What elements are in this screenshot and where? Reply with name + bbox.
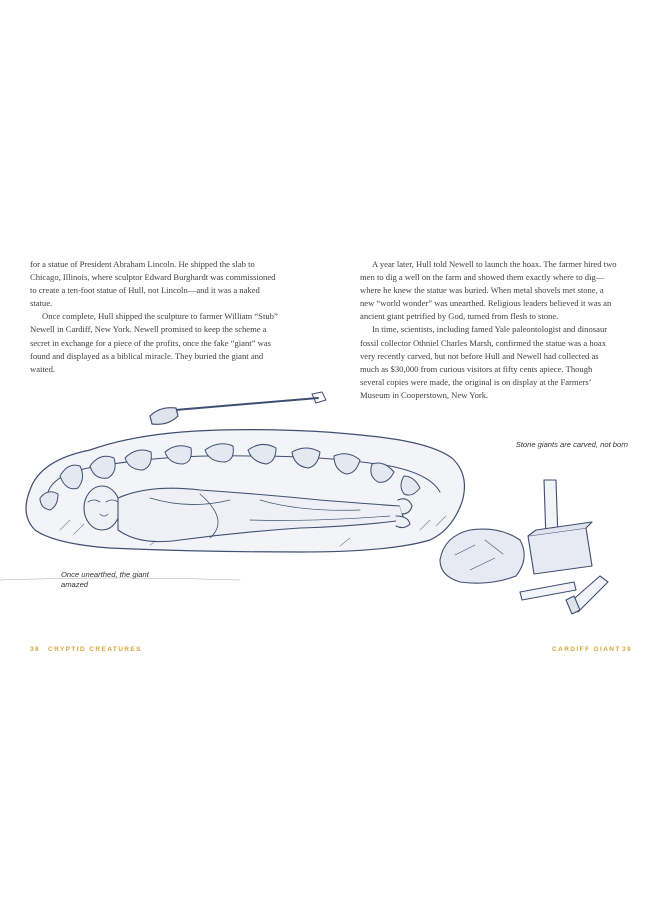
left-paragraph-1: for a statue of President Abraham Lincoln. He shipped the slab to Chicago, Illinois, where sculptor Edward Burghardt was commissioned to create a ten-foot statue of Hull, not Lincoln—and it was a naked statue. xyxy=(30,259,276,309)
page-number-left: 38 xyxy=(30,646,41,653)
left-page-text xyxy=(30,258,282,376)
shovel-drawing xyxy=(150,392,326,424)
right-paragraph-2: In time, scientists, including famed Yale paleontologist and dinosaur fossil collector Othniel Charles Marsh, confirmed the statue was a hoax very recently carved, but not before Hull and Newell had collected as much as $30,000 from curious visitors at fifty cents apiece. Though several copies were made, the original is on display at the Farmers’ Museum in Cooperstown, New York. xyxy=(360,324,608,400)
sculptor-tools-drawing xyxy=(440,480,608,614)
caption-left: Once unearthed, the giant amazed xyxy=(61,570,149,589)
caption-right: Stone giants are carved, not born xyxy=(515,440,628,449)
running-title-left: CRYPTID CREATURES xyxy=(48,646,142,653)
cardiff-giant-illustration xyxy=(0,380,660,640)
running-title-right: CARDIFF GIANT xyxy=(552,646,621,653)
left-paragraph-2: Once complete, Hull shipped the sculpture to farmer William “Stub” Newell in Cardiff, New York. Newell promised to keep the scheme a secret in exchange for a piece of the profits, once the fake “giant” was found and displayed as a biblical miracle. They buried the giant and waited. xyxy=(30,311,278,374)
page-number-right: 39 xyxy=(622,646,633,653)
right-paragraph-1: A year later, Hull told Newell to launch the hoax. The farmer hired two men to dig a well on the farm and showed them exactly where to dig—where he knew the statue was buried. When metal shovels met stone, a new “world wonder” was unearthed. Religious leaders believed it was an ancient giant petrified by God, turned from flesh to stone. xyxy=(360,259,617,322)
